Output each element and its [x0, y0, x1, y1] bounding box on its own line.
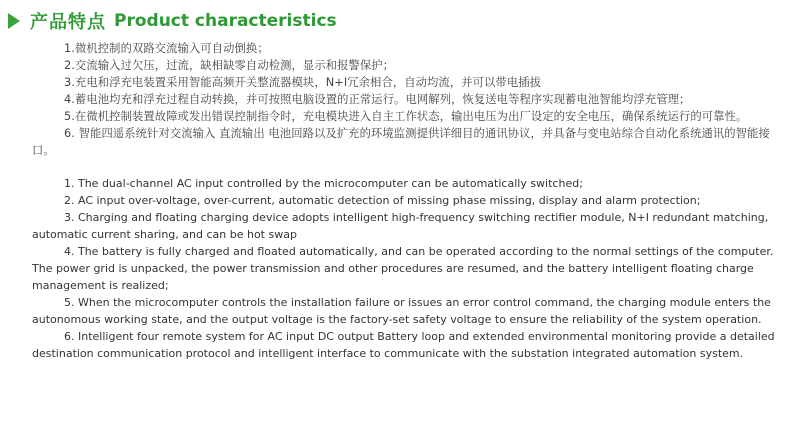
english-feature-list	[32, 175, 784, 362]
section-header	[8, 8, 337, 34]
chinese-feature-item: 6. 智能四遥系统针对交流输入 直流输出 电池回路以及扩充的环境监测提供详细目的通讯协议，并具备与变电站综合自动化系统通讯的智能接口。	[32, 127, 770, 157]
english-feature-item: 4. The battery is fully charged and floated automatically, and can be operated according to the normal settings of the computer. The power grid is unpacked, the power transmission and other procedures are resumed, and the battery intelligent floating charge management is realized;	[32, 245, 774, 292]
chinese-feature-list	[32, 40, 784, 159]
chinese-feature-item: 3.充电和浮充电装置采用智能高频开关整流器模块，N+I冗余相合，自动均流，并可以带电插拔	[64, 76, 542, 89]
chinese-feature-item: 4.蓄电池均充和浮充过程自动转换，并可按照电脑设置的正常运行。电网解列，恢复送电等程序实现蓄电池智能均浮充管理；	[64, 93, 691, 106]
chinese-feature-item: 5.在微机控制装置故障或发出错误控制指令时，充电模块进入自主工作状态，输出电压为出厂设定的安全电压，确保系统运行的可靠性。	[64, 110, 748, 123]
english-feature-item: 6. Intelligent four remote system for AC input DC output Battery loop and extended environmental monitoring provide a detailed destination communication protocol and intelligent interface to communicate with the substation integrated automation system.	[32, 330, 775, 360]
section-title-chinese: 产品特点	[30, 12, 106, 33]
english-feature-item: 1. The dual-channel AC input controlled by the microcomputer can be automatically switched;	[64, 177, 583, 190]
arrow-right-icon	[8, 13, 20, 29]
chinese-feature-item: 2.交流输入过欠压，过流，缺相缺零自动检测，显示和报警保护；	[64, 59, 395, 72]
english-feature-item: 3. Charging and floating charging device adopts intelligent high-frequency switching rectifier module, N+I redundant matching, automatic current sharing, and can be hot swap	[32, 211, 769, 241]
english-feature-item: 2. AC input over-voltage, over-current, automatic detection of missing phase missing, display and alarm protection;	[64, 194, 701, 207]
chinese-feature-item: 1.微机控制的双路交流输入可自动倒换；	[64, 42, 269, 55]
english-feature-item: 5. When the microcomputer controls the installation failure or issues an error control command, the charging module enters the autonomous working state, and the output voltage is the factory-set safety voltage to ensure the reliability of the system operation.	[32, 296, 771, 326]
section-title-english: Product characteristics	[114, 11, 337, 31]
characteristics-content	[32, 40, 784, 362]
